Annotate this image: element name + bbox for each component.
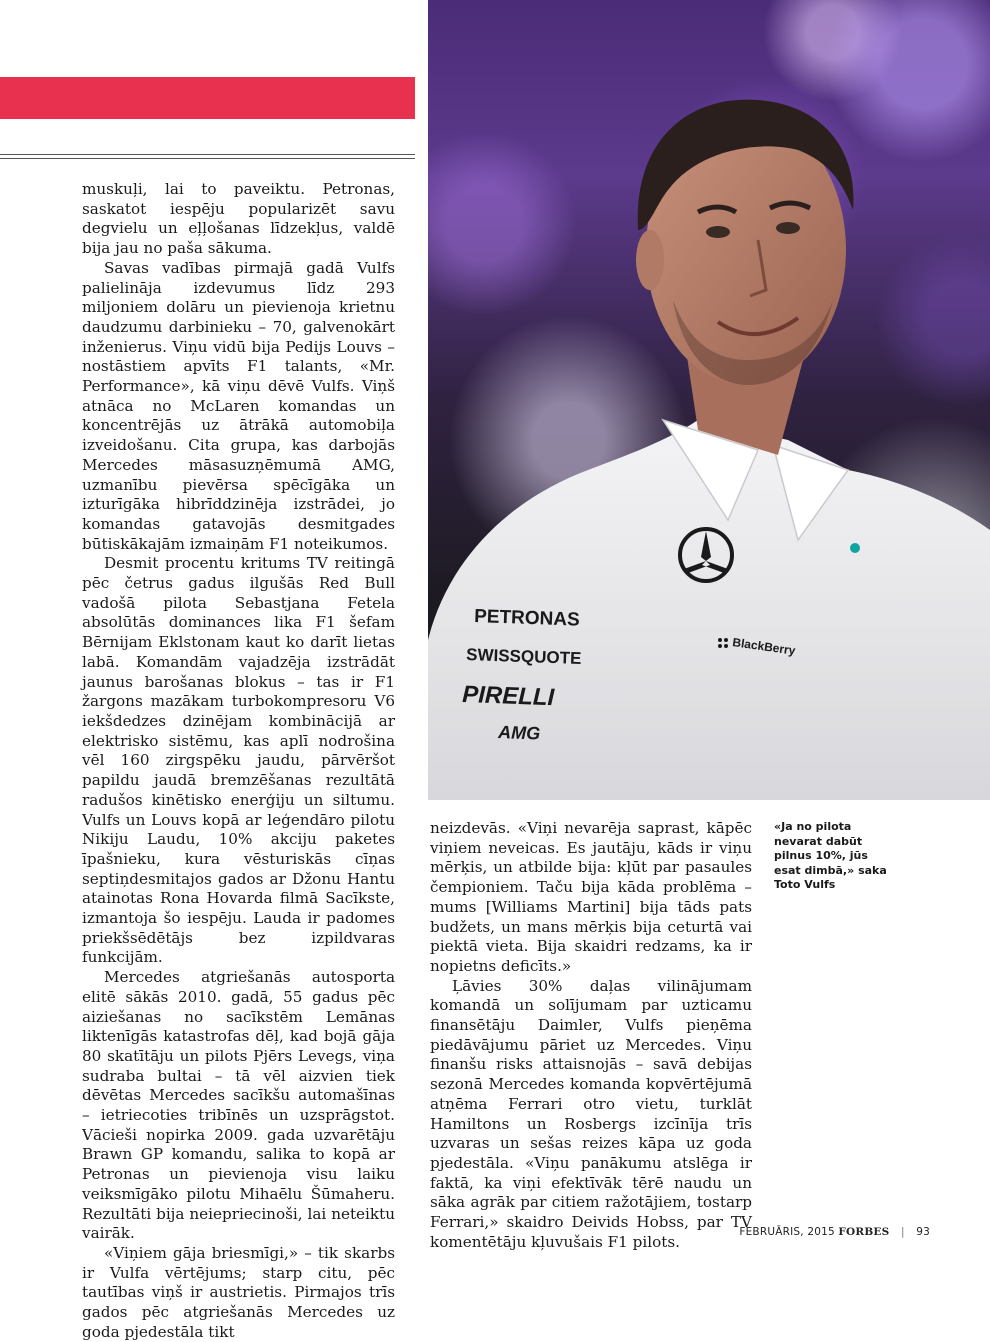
paragraph: muskuļi, lai to paveiktu. Petronas, saskatot iespēju popularizēt savu degvielu un eļļošanas līdzekļus, valdē bija jau no paša sākuma.	[82, 180, 395, 258]
footer-brand: FORBES	[838, 1226, 890, 1238]
divider-line	[0, 154, 415, 155]
pull-quote-attribution: saka Toto Vulfs	[774, 863, 887, 891]
paragraph: Desmit procentu kritums TV reitingā pēc četrus gadus ilgušās Red Bull vadošā pilota Sebastjana Fetela absolūtās dominances lika F1 šefam Bērnijam Eklstonam kaut ko darīt lietas labā. Komandām vajadzēja izstrādāt jaunus barošanas blokus – tas ir F1 žargons mazākam turbokompresoru V6 iekšdedzes dzinējam kombinācijā ar elektrisko sistēmu, kas aplī nodrošina vēl 160 zirgspēku jaudu, pārvēršot papildu jaudā bremzēšanas rezultātā radušos kinētisko enerģiju un siltumu. Vulfs un Louvs kopā ar leģendāro pilotu Nikiju Laudu, 10% akciju paketes īpašnieku, kura vēsturiskās cīņas septiņdesmitajos gados ar Džonu Hantu atainotas Rona Hovarda filmā Sacīkste, izmantoja šo iespēju. Lauda ir padomes priekšsēdētājs bez izpildvaras funkcijām.	[82, 554, 395, 967]
paragraph: Savas vadības pirmajā gadā Vulfs palielināja izdevumus līdz 293 miljoniem dolāru un pievienoja krietnu daudzumu darbinieku – 70, galvenokārt inženierus. Viņu vidū bija Pedijs Louvs – nostāstiem apvīts F1 talants, «Mr. Performance», kā viņu dēvē Vulfs. Viņš atnāca no McLaren komandas un koncentrējās uz ātrākā automobiļa izveidošanu. Cita grupa, kas darbojās Mercedes māsasuzņēmumā AMG, uzmanību pievērsa spēcīgāka un izturīgāka hibrīddzinēja izstrādei, jo komandas gatavojās desmitgades būtiskākajām izmaiņām F1 noteikumos.	[82, 258, 395, 553]
footer-date: FEBRUĀRIS, 2015	[739, 1226, 835, 1238]
section-color-bar	[0, 77, 415, 119]
paragraph: neizdevās. «Viņi nevarēja saprast, kāpēc viņiem neveicas. Es jautāju, kāds ir viņu mērķis, un atbilde bija: kļūt par pasaules čempioniem. Taču bija kāda problēma – mums [Williams Martini] bija tāds pats budžets, un mans mērķis bija ceturtā vai piektā vieta. Bija skaidri redzams, ka ir nopietns deficīts.»	[430, 819, 752, 975]
page-footer	[739, 1226, 930, 1238]
amg-logo: AMG	[497, 722, 541, 744]
pull-quote-text: «Ja no pilota nevarat dabūt pilnus 10%, jūs esat dimbā,»	[774, 820, 868, 877]
paragraph: Ļāvies 30% daļas vilinājumam komandā un solījumam par uzticamu finansētāju Daimler, Vulfs pieņēma piedāvājumu pāriet uz Mercedes. Viņu finanšu risks attaisnojās – savā debijas sezonā Mercedes komanda kopvērtējumā atņēma Ferrari otro vietu, turklāt Hamiltons un Rosbergs izcīnīja trīs uzvaras un sešas reizes kāpa uz goda pjedestāla. «Viņu panākumu atslēga ir faktā, ka viņi efektīvāk tērē naudu un sāka agrāk par citiem ražotājiem, tostarp Ferrari,» skaidro Deivids Hobss, par TV komentētāju kļuvušais F1 pilots.	[430, 976, 752, 1251]
blackberry-logo: BlackBerry	[731, 635, 797, 658]
paragraph: Mercedes atgriešanās autosporta elitē sākās 2010. gadā, 55 gadus pēc aiziešanas no sacīkstēm Lemānas liktenīgās katastrofas dēļ, kad bojā gāja 80 skatītāju un pilots Pjērs Levegs, viņa sudraba bultai – tā vēl aizvien tiek dēvētas Mercedes sacīkšu automašīnas – ietriecoties tribīnēs un uzsprāgstot. Vācieši nopirka 2009. gada uzvarētāju Brawn GP komandu, salika to kopā ar Petronas un pievienoja visu laiku veiksmīgāko pilotu Mihaēlu Šūmaheru. Rezultāti bija neiepriecinoši, lai neteiktu vairāk.	[82, 968, 395, 1243]
article-column-right	[430, 819, 752, 1252]
article-column-left	[82, 180, 395, 1342]
footer-separator: |	[900, 1226, 905, 1238]
petronas-small-icon	[850, 543, 860, 553]
portrait-photo	[428, 0, 990, 800]
divider-line	[0, 158, 415, 159]
pull-quote	[774, 820, 894, 893]
petronas-logo: PETRONAS	[473, 606, 581, 631]
page-number: 93	[916, 1226, 930, 1238]
swissquote-logo: SWISSQUOTE	[465, 645, 582, 669]
paragraph: «Viņiem gāja briesmīgi,» – tik skarbs ir Vulfa vērtējums; starp citu, pēc tautības viņš ir austrietis. Pirmajos trīs gados pēc atgriešanās Mercedes uz goda pjedestāla tikt	[82, 1243, 395, 1341]
pirelli-logo: PIRELLI	[461, 681, 555, 712]
